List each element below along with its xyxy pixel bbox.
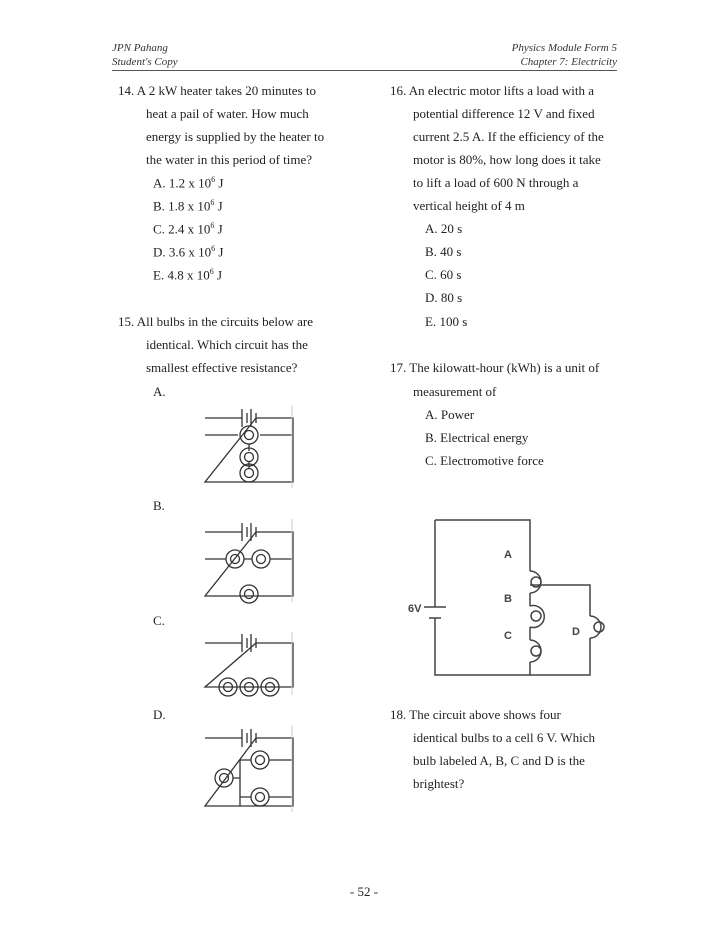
q17-option-a: A. Power <box>425 407 475 422</box>
header-left-line1: JPN Pahang <box>112 42 168 54</box>
header-left-line2: Student's Copy <box>112 56 178 68</box>
q15-option-b: B. <box>153 498 165 513</box>
bulb-label-c: C <box>504 630 512 642</box>
circuit-diagram-q18 <box>400 515 615 680</box>
q17-stem-line: 17. The kilowatt-hour (kWh) is a unit of <box>390 360 600 375</box>
bulb-label-d: D <box>572 626 580 638</box>
q16-option-c: C. 60 s <box>425 267 462 282</box>
q16-option-b: B. 40 s <box>425 244 462 259</box>
q17-option-c: C. Electromotive force <box>425 453 544 468</box>
q15-option-c: C. <box>153 613 165 628</box>
q14-option-c: C. 2.4 x $10^6$ J <box>153 221 223 237</box>
circuit-diagram-a <box>200 400 300 490</box>
q17-option-b: B. Electrical energy <box>425 430 529 445</box>
q16-option-e: E. 100 s <box>425 314 468 329</box>
q14-option-e: E. 4.8 x $10^6$ J <box>153 267 223 283</box>
bulb-label-a: A <box>504 549 512 561</box>
q18-stem-line: identical bulbs to a cell 6 V. Which <box>413 730 595 745</box>
q15-option-d: D. <box>153 707 166 722</box>
q16-stem-line: 16. An electric motor lifts a load with a <box>390 83 594 98</box>
q18-stem-line: 18. The circuit above shows four <box>390 707 561 722</box>
q14-stem-line: energy is supplied by the heater to <box>146 129 325 144</box>
q18-stem-line: brightest? <box>413 776 465 791</box>
q14-option-d: D. 3.6 x $10^6$ J <box>153 244 224 260</box>
header-divider <box>112 70 617 71</box>
q14-stem-line: heat a pail of water. How much <box>146 106 309 121</box>
circuit-diagram-b <box>200 514 300 604</box>
q14-stem-line: 14. A 2 kW heater takes 20 minutes to <box>118 83 316 98</box>
q16-stem-line: to lift a load of 600 N through a <box>413 175 579 190</box>
q16-stem-line: motor is 80%, how long does it take <box>413 152 601 167</box>
q16-option-d: D. 80 s <box>425 290 463 305</box>
q18-stem-line: bulb labeled A, B, C and D is the <box>413 753 585 768</box>
q15-stem-line: smallest effective resistance? <box>146 360 298 375</box>
q16-option-a: A. 20 s <box>425 221 463 236</box>
q16-stem-line: current 2.5 A. If the efficiency of the <box>413 129 604 144</box>
q15-stem-line: identical. Which circuit has the <box>146 337 308 352</box>
bulb-label-b: B <box>504 593 512 605</box>
header-right-line2: Chapter 7: Electricity <box>520 56 617 68</box>
q17-stem-line: measurement of <box>413 384 497 399</box>
q14-option-b: B. 1.8 x $10^6$ J <box>153 198 223 214</box>
page-number: - 52 - <box>349 884 379 899</box>
q18-voltage-label: 6V <box>408 603 422 615</box>
q14-stem-line: the water in this period of time? <box>146 152 313 167</box>
circuit-diagram-d <box>200 722 300 814</box>
q14-option-a: A. 1.2 x $10^6$ J <box>153 175 224 191</box>
header-right-line1: Physics Module Form 5 <box>511 42 617 54</box>
q15-stem-line: 15. All bulbs in the circuits below are <box>118 314 313 329</box>
circuit-diagram-c <box>200 629 300 699</box>
q15-option-a: A. <box>153 384 166 399</box>
q16-stem-line: vertical height of 4 m <box>413 198 525 213</box>
q16-stem-line: potential difference 12 V and fixed <box>413 106 595 121</box>
